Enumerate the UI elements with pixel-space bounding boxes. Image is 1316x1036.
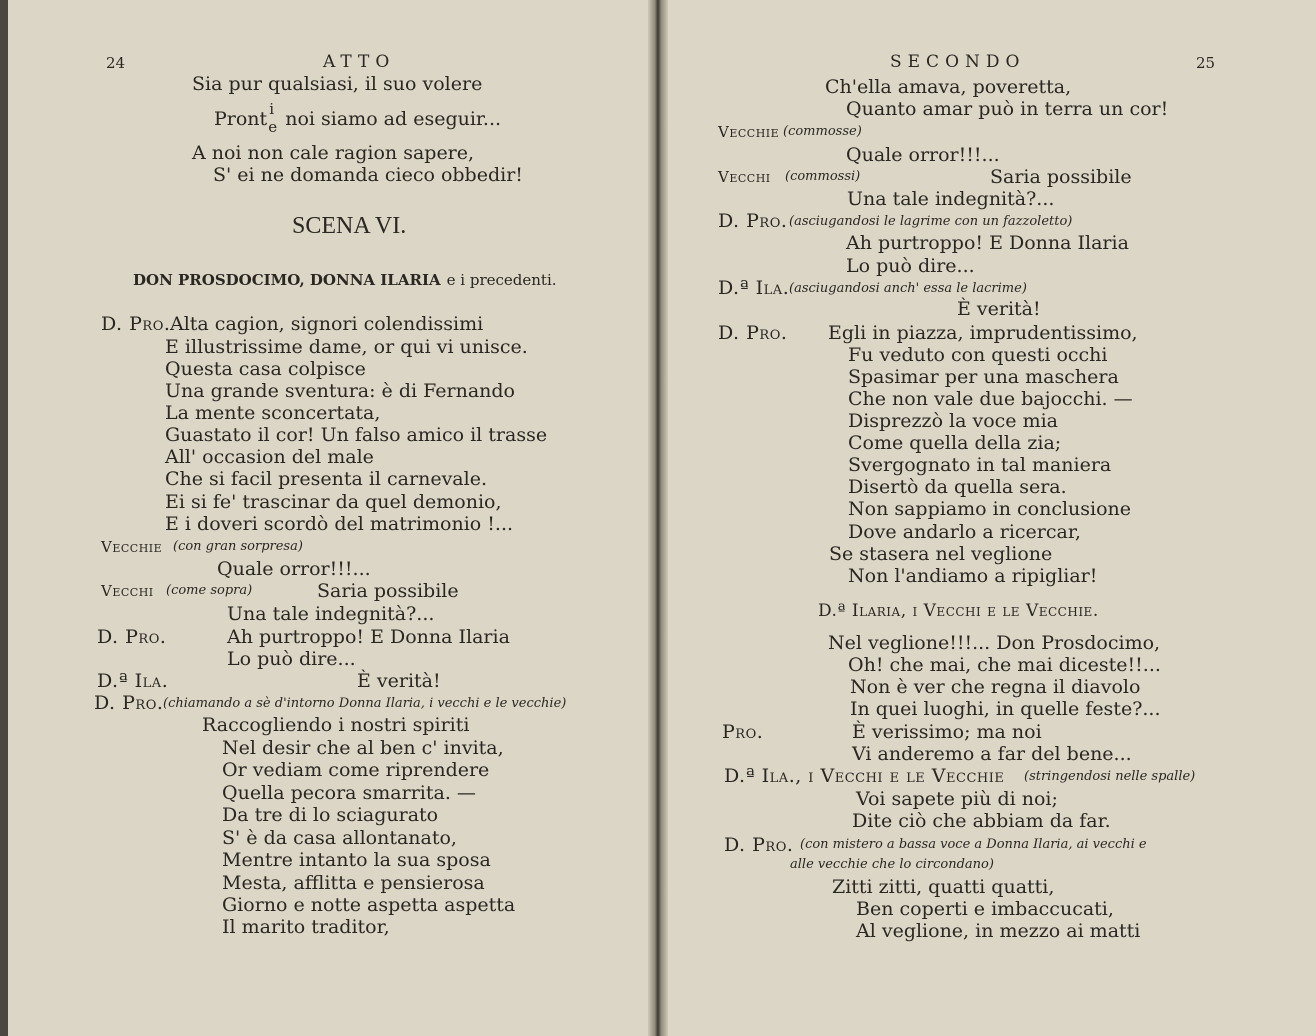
verse-line: È verissimo; ma noi xyxy=(852,721,1042,743)
stage-direction: (asciugandosi anch' essa le lacrime) xyxy=(789,281,1027,296)
running-head-left: ATTO xyxy=(323,52,396,72)
speaker-label: Vecchi xyxy=(718,168,771,186)
speaker-label: Vecchie xyxy=(101,538,163,556)
verse-line: Da tre di lo sciagurato xyxy=(222,804,439,826)
verse-line: S' è da casa allontanato, xyxy=(222,827,457,849)
scene-characters xyxy=(133,268,557,291)
verse-line: Saria possibile xyxy=(317,580,459,602)
verse-line: Alta cagion, signori colendissimi xyxy=(170,313,484,335)
speaker-label: D.ª Ila. xyxy=(718,277,790,299)
verse-line: Nel desir che al ben c' invita, xyxy=(222,737,504,759)
pronti-rest: noi siamo ad eseguir... xyxy=(285,108,502,130)
verse-line: Dove andarlo a ricercar, xyxy=(848,521,1081,543)
verse-line: Come quella della zia; xyxy=(848,432,1062,454)
verse-line: Quella pecora smarrita. — xyxy=(222,782,476,804)
pronti-variant-e: e xyxy=(268,118,278,136)
group-heading: D.ª Ilaria, i Vecchi e le Vecchie. xyxy=(818,601,1099,621)
speaker-label: D. Pro. xyxy=(94,692,164,714)
speaker-label: D.ª Ila. xyxy=(97,670,169,692)
verse-line: Ei si fe' trascinar da quel demonio, xyxy=(165,491,502,513)
stage-direction: (come sopra) xyxy=(166,583,253,598)
verse-line: Una tale indegnità?... xyxy=(847,188,1055,210)
speaker-label: D. Pro. xyxy=(718,210,788,232)
stage-direction: (asciugandosi le lagrime con un fazzoletto) xyxy=(789,214,1073,229)
stage-direction: (commosse) xyxy=(783,124,862,139)
verse-line: Ah purtroppo! E Donna Ilaria xyxy=(846,232,1129,254)
stage-direction: (commossi) xyxy=(785,169,861,184)
verse-line: Vi anderemo a far del bene... xyxy=(852,743,1132,765)
speaker-label: Vecchi xyxy=(101,582,154,600)
pronti-stem: Pront xyxy=(214,108,268,130)
verse-line: Una grande sventura: è di Fernando xyxy=(165,380,515,402)
verse-line: Che non vale due bajocchi. — xyxy=(848,388,1133,410)
verse-line: Quale orror!!!... xyxy=(217,558,371,580)
verse-line: Disprezzò la voce mia xyxy=(848,410,1059,432)
verse-line: All' occasion del male xyxy=(165,446,374,468)
verse-line: Dite ciò che abbiam da far. xyxy=(852,810,1111,832)
chorus-line: Sia pur qualsiasi, il suo volere xyxy=(192,73,483,95)
stage-direction: alle vecchie che lo circondano) xyxy=(790,857,994,872)
characters-rest: e i precedenti. xyxy=(446,271,557,289)
verse-line: Nel veglione!!!... Don Prosdocimo, xyxy=(828,632,1161,654)
verse-line: La mente sconcertata, xyxy=(165,402,381,424)
verse-line: Il marito traditor, xyxy=(222,916,390,938)
verse-line: Egli in piazza, imprudentissimo, xyxy=(828,322,1138,344)
verse-line: È verità! xyxy=(957,298,1041,320)
running-head-right: SECONDO xyxy=(890,52,1026,72)
speaker-label: Pro. xyxy=(722,721,764,743)
verse-line: Mentre intanto la sua sposa xyxy=(222,849,491,871)
speaker-label: D. Pro. xyxy=(718,322,788,344)
pronti-variant-i: i xyxy=(269,100,274,118)
verse-line: Se stasera nel veglione xyxy=(829,543,1053,565)
speaker-label: D.ª Ila., i Vecchi e le Vecchie xyxy=(724,765,1005,787)
verse-line: È verità! xyxy=(357,670,441,692)
verse-line: Zitti zitti, quatti quatti, xyxy=(832,876,1055,898)
verse-line: Ben coperti e imbaccucati, xyxy=(856,898,1114,920)
scene-title: SCENA VI. xyxy=(292,213,407,239)
verse-line: Guastato il cor! Un falso amico il trasse xyxy=(165,424,548,446)
chorus-line: S' ei ne domanda cieco obbedir! xyxy=(213,164,523,186)
verse-line: Quanto amar può in terra un cor! xyxy=(846,98,1169,120)
verse-line: E i doveri scordò del matrimonio !... xyxy=(165,513,514,535)
stage-direction: (chiamando a sè d'intorno Donna Ilaria, i vecchi e le vecchie) xyxy=(163,696,567,711)
verse-line: Non è ver che regna il diavolo xyxy=(850,676,1141,698)
verse-line: Una tale indegnità?... xyxy=(227,603,435,625)
speaker-label: D. Pro. xyxy=(724,834,794,856)
verse-line: Spasimar per una maschera xyxy=(848,366,1119,388)
page-number-right: 25 xyxy=(1196,54,1216,72)
verse-line: Non l'andiamo a ripigliar! xyxy=(848,565,1098,587)
verse-line: Fu veduto con questi occhi xyxy=(848,344,1108,366)
characters-bold: DON PROSDOCIMO, DONNA ILARIA xyxy=(133,271,441,289)
verse-line: Disertò da quella sera. xyxy=(848,476,1067,498)
stage-direction: (con gran sorpresa) xyxy=(173,539,303,554)
verse-line: Giorno e notte aspetta aspetta xyxy=(222,894,516,916)
verse-line: Quale orror!!!... xyxy=(846,144,1000,166)
verse-line: Lo può dire... xyxy=(846,255,975,277)
speaker-label: D. Pro. xyxy=(101,313,171,335)
speaker-label: D. Pro. xyxy=(97,626,167,648)
verse-line: Ah purtroppo! E Donna Ilaria xyxy=(227,626,510,648)
chorus-line: A noi non cale ragion sapere, xyxy=(192,142,475,164)
pronti-line xyxy=(214,100,502,136)
verse-line: E illustrissime dame, or qui vi unisce. xyxy=(165,336,528,358)
book-gutter xyxy=(648,0,668,1036)
speaker-label: Vecchie xyxy=(718,123,780,141)
verse-line: Lo può dire... xyxy=(227,648,356,670)
verse-line: Ch'ella amava, poveretta, xyxy=(825,76,1072,98)
stage-direction: (stringendosi nelle spalle) xyxy=(1024,769,1196,784)
verse-line: Non sappiamo in conclusione xyxy=(848,498,1132,520)
stage-direction: (con mistero a bassa voce a Donna Ilaria, ai vecchi e xyxy=(800,837,1147,852)
verse-line: Raccogliendo i nostri spiriti xyxy=(202,714,470,736)
verse-line: Voi sapete più di noi; xyxy=(856,788,1058,810)
verse-line: In quei luoghi, in quelle feste?... xyxy=(850,698,1161,720)
verse-line: Che si facil presenta il carnevale. xyxy=(165,468,487,490)
verse-line: Al veglione, in mezzo ai matti xyxy=(856,920,1141,942)
page-number-left: 24 xyxy=(106,54,126,72)
verse-line: Saria possibile xyxy=(990,166,1132,188)
verse-line: Mesta, afflitta e pensierosa xyxy=(222,872,485,894)
verse-line: Svergognato in tal maniera xyxy=(848,454,1112,476)
verse-line: Oh! che mai, che mai diceste!!... xyxy=(848,654,1161,676)
verse-line: Questa casa colpisce xyxy=(165,358,366,380)
verse-line: Or vediam come riprendere xyxy=(222,759,490,781)
